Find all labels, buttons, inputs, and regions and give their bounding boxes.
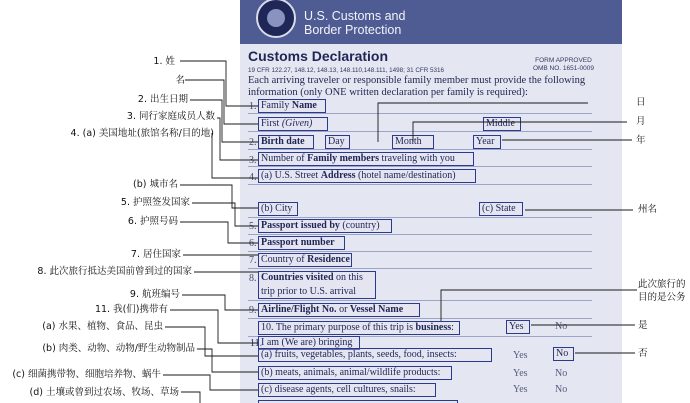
item-number-7: 7. — [249, 255, 257, 266]
annotation-airline: 9. 航班编号 — [129, 289, 180, 300]
leader-passport-issued — [192, 203, 258, 226]
family-members-label-post: traveling with you — [379, 153, 455, 164]
leader-month — [413, 122, 627, 142]
item-b-no-checkbox[interactable]: No — [555, 368, 568, 379]
annotation-bringing: 11. 我(们)携带有 — [94, 304, 168, 315]
item-number-8: 8. — [249, 273, 257, 284]
birth-date-label: Birth date — [261, 136, 305, 147]
birth-year-label: Year — [476, 136, 495, 147]
airline-label-post: or — [336, 304, 350, 315]
purpose-no-checkbox[interactable]: No — [555, 321, 568, 332]
annotation-item-a: (a) 水果、植物、食品、昆虫 — [42, 321, 163, 332]
item-number-4: 4. — [249, 172, 257, 183]
instructions-line1: Each arriving traveler or responsible family member must provide the following — [248, 75, 586, 86]
annotation-birth-date: 2. 出生日期 — [137, 94, 188, 105]
countries-visited-line2: trip prior to U.S. arrival — [261, 286, 356, 297]
annotation-state: 州名 — [638, 204, 658, 215]
address-label-post: (hotel name/destination) — [355, 170, 456, 181]
item-number-10: 10. — [261, 322, 274, 333]
first-given-label: (Given) — [281, 118, 313, 129]
annotation-item-b: (b) 肉类、动物、动物/野生动物制品 — [42, 343, 195, 354]
instructions-line2: information (only ONE written declaration per family is required): — [248, 87, 528, 98]
annotation-month: 月 — [636, 116, 646, 127]
address-label-bold: Address — [320, 170, 356, 181]
item-c-yes-checkbox[interactable]: Yes — [513, 384, 528, 395]
annotation-purpose-line2: 目的是公务 — [638, 292, 686, 303]
annotation-day: 日 — [636, 97, 646, 108]
leader-airline — [182, 295, 258, 310]
leader-item-b — [197, 349, 258, 372]
birth-month-label: Month — [395, 136, 422, 147]
agency-name-line1: U.S. Customs and — [304, 9, 406, 23]
annotation-first-name: 名 — [175, 75, 185, 86]
annotation-yes: 是 — [638, 320, 648, 331]
countries-visited-label-post: on this — [333, 272, 363, 283]
agency-name-line2: Border Protection — [304, 23, 402, 37]
address-label-pre: (a) U.S. Street — [261, 170, 321, 181]
residence-label-bold: Residence — [307, 254, 350, 265]
item-b-yes-checkbox[interactable]: Yes — [513, 368, 528, 379]
leader-day — [378, 103, 588, 142]
birth-day-label: Day — [328, 136, 345, 147]
purpose-yes-label: Yes — [509, 321, 524, 332]
leader-passport-number — [180, 222, 258, 243]
annotation-family-members: 3. 同行家庭成员人数 — [126, 111, 215, 122]
first-name-label: First — [261, 118, 280, 129]
item-number-5: 5. — [249, 221, 257, 232]
state-label: (c) State — [482, 203, 516, 214]
item-c-no-checkbox[interactable]: No — [555, 384, 568, 395]
countries-visited-label-bold: Countries visited — [261, 272, 334, 283]
annotation-year: 年 — [636, 135, 646, 146]
item-number-2: 2. — [249, 137, 257, 148]
family-members-label-bold: Family members — [307, 153, 380, 164]
family-members-label-pre: Number of — [261, 153, 308, 164]
form-approved-line1: FORM APPROVED — [535, 57, 592, 64]
leader-city — [180, 185, 258, 208]
annotation-purpose-line1: 此次旅行的 — [638, 279, 686, 290]
annotation-passport-issued: 5. 护照签发国家 — [120, 197, 190, 208]
annotation-item-d: (d) 土壤或曾到过农场、牧场、草场 — [29, 387, 179, 398]
omb-number: OMB NO. 1651-0009 — [532, 65, 594, 72]
annotation-family-name: 1. 姓 — [153, 56, 175, 67]
item-b-label: (b) meats, animals, animal/wildlife products: — [261, 367, 441, 378]
item-a-yes-checkbox[interactable]: Yes — [513, 350, 528, 361]
leader-family-name — [180, 61, 258, 106]
item-number-6: 6. — [249, 238, 257, 249]
family-name-label-bold: Name — [291, 100, 317, 111]
item-number-3: 3. — [249, 155, 257, 166]
leader-purpose — [441, 290, 637, 321]
item-number-9: 9. — [249, 305, 257, 316]
annotation-no: 否 — [638, 348, 648, 359]
bringing-label: I am (We are) bringing — [261, 337, 353, 348]
annotation-address: 4. (a) 美国地址(旅馆名称/目的地) — [70, 128, 214, 139]
leader-address — [212, 133, 258, 178]
annotation-passport-number: 6. 护照号码 — [127, 216, 178, 227]
leader-item-d — [181, 392, 200, 403]
annotation-countries-visited: 8. 此次旅行抵达美国前曾到过的国家 — [37, 266, 192, 277]
residence-label-pre: Country of — [261, 254, 308, 265]
item-a-label: (a) fruits, vegetables, plants, seeds, food, insects: — [261, 349, 457, 360]
purpose-label-post: : — [451, 322, 454, 333]
passport-number-label: Passport number — [261, 237, 335, 248]
item-number-1: 1. — [249, 101, 257, 112]
annotation-residence: 7. 居住国家 — [130, 249, 181, 260]
vessel-label-bold: Vessel Name — [349, 304, 404, 315]
purpose-label-pre: The primary purpose of this trip is — [275, 322, 416, 333]
annotation-item-c: (c) 细菌携带物、细胞培养物、蜗牛 — [12, 369, 161, 380]
city-label: (b) City — [261, 203, 293, 214]
item-number-11-text: 11. — [250, 338, 263, 349]
annotation-city: (b) 城市名 — [133, 179, 178, 190]
passport-issued-label-bold: Passport issued by — [261, 220, 340, 231]
purpose-label-bold: business — [415, 322, 452, 333]
family-name-label-pre: Family — [261, 100, 292, 111]
form-title: Customs Declaration — [248, 48, 389, 64]
item-a-no-label: No — [556, 348, 569, 359]
passport-issued-label-post: (country) — [339, 220, 380, 231]
airline-label-bold: Airline/Flight No. — [261, 304, 337, 315]
item-c-label: (c) disease agents, cell cultures, snails: — [261, 384, 416, 395]
middle-name-label: Middle — [486, 118, 515, 129]
leader-bringing — [170, 310, 258, 343]
cfr-citation: 19 CFR 122.27, 148.12, 148.13, 148.110,148.111, 1498; 31 CFR 5316 — [248, 67, 445, 74]
